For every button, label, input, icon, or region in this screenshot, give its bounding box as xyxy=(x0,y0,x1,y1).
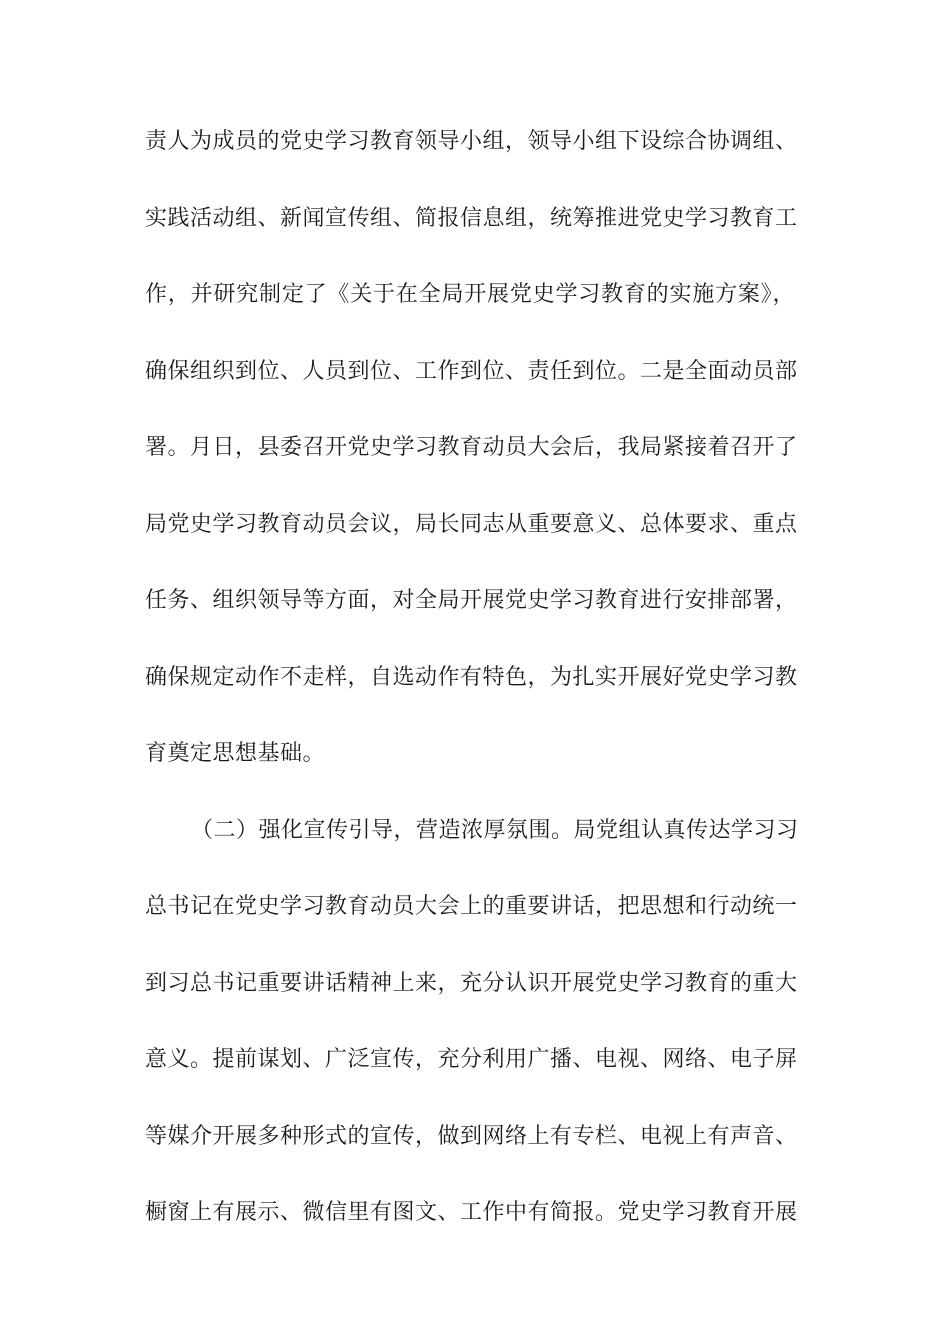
text-line: 实践活动组、新闻宣传组、简报信息组，统筹推进党史学习教育工 xyxy=(145,205,798,231)
text-line: 责人为成员的党史学习教育领导小组，领导小组下设综合协调组、 xyxy=(145,129,798,154)
text-line: 署。月日，县委召开党史学习教育动员大会后，我局紧接着召开了 xyxy=(145,435,798,460)
text-line-paragraph-end: 育奠定思想基础。 xyxy=(145,741,326,766)
text-line: 局党史学习教育动员会议，局长同志从重要意义、总体要求、重点 xyxy=(145,511,798,537)
text-line: 作，并研究制定了《关于在全局开展党史学习教育的实施方案》， xyxy=(145,282,795,307)
text-line: 意义。提前谋划、广泛宣传，充分利用广播、电视、网络、电子屏 xyxy=(145,1047,798,1072)
text-line: 总书记在党史学习教育动员大会上的重要讲话，把思想和行动统一 xyxy=(145,894,798,919)
text-line: 到习总书记重要讲话精神上来，充分认识开展党史学习教育的重大 xyxy=(145,970,798,996)
text-line: 确保规定动作不走样，自选动作有特色，为扎实开展好党史学习教 xyxy=(145,664,798,690)
text-line: 橱窗上有展示、微信里有图文、工作中有简报。党史学习教育开展 xyxy=(145,1200,798,1225)
text-line-paragraph-start: （二）强化宣传引导，营造浓厚氛围。局党组认真传达学习习 xyxy=(191,817,799,843)
text-line: 确保组织到位、人员到位、工作到位、责任到位。二是全面动员部 xyxy=(145,358,798,384)
text-line: 等媒介开展多种形式的宣传，做到网络上有专栏、电视上有声音、 xyxy=(145,1123,798,1149)
document-body xyxy=(145,118,799,1266)
text-line: 任务、组织领导等方面，对全局开展党史学习教育进行安排部署， xyxy=(145,588,798,613)
